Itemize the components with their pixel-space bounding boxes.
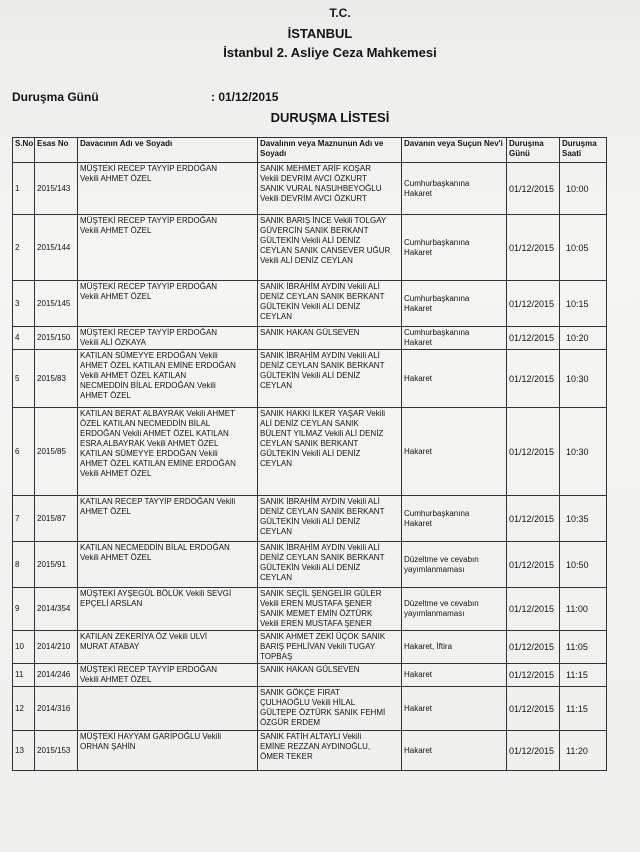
- offense-type-text: Cumhurbaşkanına Hakaret: [404, 178, 470, 198]
- column-header: Davalının veya Maznunun Adı ve Soyadı: [258, 138, 402, 163]
- hearing-day: [507, 496, 560, 542]
- defendant-text: SANIK FATİH ALTAYLI Vekili EMİNE REZZAN AYDINOĞLU, ÖMER TEKER: [260, 732, 371, 761]
- hearing-day: [507, 542, 560, 588]
- row-number-text: 1: [15, 183, 20, 193]
- offense-type-text: Düzeltme ve cevabın yayımlanmaması: [404, 554, 479, 574]
- defendant-text: SANIK SEÇİL ŞENGELİR GÜLER Vekili EREN MUSTAFA ŞENER SANIK MEMET EMİN ÖZTÜRK Vekili EREN MUSTAFA ŞENER: [260, 589, 382, 628]
- hearing-date-value: : 01/12/2015: [211, 90, 279, 104]
- defendant: [258, 350, 402, 408]
- plaintiff: [78, 350, 258, 408]
- plaintiff-text: MÜŞTEKİ RECEP TAYYİP ERDOĞAN Vekili AHMET ÖZEL: [80, 164, 218, 183]
- offense-type-text: Cumhurbaşkanına Hakaret: [404, 237, 470, 257]
- plaintiff: [78, 542, 258, 588]
- hearing-day: [507, 163, 560, 215]
- hearing-time-text: 10:30: [566, 446, 589, 457]
- hearing-day-text: 01/12/2015: [509, 670, 555, 680]
- row-number-text: 11: [15, 670, 24, 679]
- defendant-text: SANIK AHMET ZEKİ ÜÇOK SANIK BARIŞ PEHLİVAN Vekili TUGAY TOPBAŞ: [260, 632, 386, 661]
- case-number: [35, 631, 78, 664]
- offense-type-text: Hakaret, İftira: [404, 642, 453, 651]
- hearing-time-text: 10:30: [566, 373, 589, 384]
- case-number: [35, 327, 78, 350]
- row-number-text: 2: [15, 242, 20, 252]
- row-number: [13, 350, 35, 408]
- case-number: [35, 687, 78, 731]
- defendant-text: SANIK MEHMET ARİF KOŞAR Vekili DEVRİM AVCI ÖZKURT SANIK VURAL NASUHBEYOĞLU Vekili DEVRİM AVCI ÖZKURT: [260, 164, 382, 203]
- row-number: [13, 542, 35, 588]
- row-number-text: 8: [15, 559, 20, 569]
- hearing-day: [507, 327, 560, 350]
- case-number: [35, 350, 78, 408]
- plaintiff: [78, 281, 258, 327]
- row-number: [13, 664, 35, 687]
- hearing-day-text: 01/12/2015: [509, 703, 555, 714]
- row-number-text: 6: [15, 446, 20, 456]
- row-number-text: 7: [15, 513, 20, 523]
- offense-type-text: Hakaret: [404, 373, 433, 383]
- offense-type-text: Cumhurbaşkanına Hakaret: [404, 293, 470, 313]
- list-title: DURUŞMA LİSTESİ: [270, 110, 390, 125]
- hearing-time-text: 10:20: [566, 333, 589, 343]
- case-number-text: 2015/85: [37, 446, 66, 456]
- table-header-row: [13, 138, 607, 163]
- plaintiff: [78, 408, 258, 496]
- table-row: [13, 215, 607, 281]
- table-row: [13, 350, 607, 408]
- hearing-day-text: 01/12/2015: [509, 333, 555, 343]
- case-number-text: 2014/354: [37, 604, 71, 613]
- defendant: [258, 664, 402, 687]
- column-header: S.No: [13, 138, 35, 163]
- hearing-day-text: 01/12/2015: [509, 513, 555, 524]
- table-row: [13, 327, 607, 350]
- table-row: [13, 687, 607, 731]
- plaintiff-text: MÜŞTEKİ RECEP TAYYİP ERDOĞAN Vekili AHMET ÖZEL: [80, 216, 218, 235]
- column-header: Davanın veya Suçun Nev'i: [402, 138, 507, 163]
- offense-type: [402, 215, 507, 281]
- defendant-text: SANIK GÖKÇE FIRAT ÇULHAOĞLU Vekili HİLAL GÜLTEPE ÖZTÜRK SANIK FEHMİ ÖZGÜR ERDEM: [260, 688, 386, 727]
- plaintiff: [78, 588, 258, 631]
- table-row: [13, 281, 607, 327]
- offense-type: [402, 588, 507, 631]
- hearing-day: [507, 631, 560, 664]
- defendant-text: SANIK HAKAN GÜLSEVEN: [260, 665, 360, 674]
- row-number-text: 9: [15, 604, 20, 613]
- defendant: [258, 327, 402, 350]
- row-number: [13, 731, 35, 771]
- hearing-time-text: 10:15: [566, 298, 589, 309]
- hearing-day: [507, 687, 560, 731]
- plaintiff: [78, 687, 258, 731]
- table-row: [13, 731, 607, 771]
- row-number-text: 3: [15, 298, 20, 308]
- hearing-time-text: 10:00: [566, 183, 589, 194]
- plaintiff-text: KATILAN BERAT ALBAYRAK Vekili AHMET ÖZEL KATILAN NECMEDDİN BİLAL ERDOĞAN Vekili AHMET ÖZEL KATILAN ESRA ALBAYRAK Vekili AHMET ÖZEL KATILAN SÜMEYYE ERDOĞAN Vekili AHMET ÖZEL KATILAN EMİNE ERDOĞAN Vekili AHMET ÖZEL: [80, 409, 236, 478]
- hearing-day: [507, 281, 560, 327]
- defendant: [258, 163, 402, 215]
- case-number-text: 2015/145: [37, 298, 71, 308]
- hearing-day: [507, 215, 560, 281]
- offense-type-text: Hakaret: [404, 745, 433, 755]
- hearing-day: [507, 731, 560, 771]
- case-number: [35, 408, 78, 496]
- offense-type: [402, 542, 507, 588]
- table-row: [13, 588, 607, 631]
- row-number-text: 5: [15, 373, 20, 383]
- defendant-text: SANIK İBRAHİM AYDIN Vekili ALİ DENİZ CEYLAN SANIK BERKANT GÜLTEKİN Vekili ALİ DENİZ CEYLAN: [260, 497, 385, 536]
- hearing-day-text: 01/12/2015: [509, 604, 555, 614]
- case-number: [35, 731, 78, 771]
- case-number: [35, 163, 78, 215]
- case-number-text: 2015/83: [37, 373, 66, 383]
- offense-type-text: Hakaret: [404, 446, 433, 456]
- row-number: [13, 631, 35, 664]
- case-number: [35, 215, 78, 281]
- defendant: [258, 215, 402, 281]
- plaintiff-text: MÜŞTEKİ RECEP TAYYİP ERDOĞAN Vekili ALİ ÖZKAYA: [80, 328, 218, 347]
- defendant: [258, 542, 402, 588]
- plaintiff-text: MÜŞTEKİ AYŞEGÜL BÖLÜK Vekili SEVGİ EPÇELİ ARSLAN: [80, 589, 232, 608]
- defendant-text: SANIK BARIŞ İNCE Vekili TOLGAY GÜVERCİN SANIK BERKANT GÜLTEKİN Vekili ALİ DENİZ CEYLAN SANIK CANSEVER UĞUR Vekili ALİ DENİZ CEYLAN: [260, 216, 391, 265]
- hearing-day-text: 01/12/2015: [509, 642, 555, 652]
- offense-type: [402, 281, 507, 327]
- hearing-day-text: 01/12/2015: [509, 373, 555, 384]
- table-row: [13, 664, 607, 687]
- table-row: [13, 163, 607, 215]
- defendant: [258, 731, 402, 771]
- hearing-day-text: 01/12/2015: [509, 446, 555, 457]
- hearing-time-text: 11:15: [566, 703, 588, 714]
- offense-type-text: Hakaret: [404, 670, 433, 679]
- case-number-text: 2014/316: [37, 703, 71, 713]
- case-number-text: 2015/143: [37, 183, 71, 193]
- hearing-time-text: 11:20: [566, 745, 588, 756]
- offense-type: [402, 496, 507, 542]
- defendant: [258, 588, 402, 631]
- plaintiff: [78, 631, 258, 664]
- plaintiff-text: MÜŞTEKİ RECEP TAYYİP ERDOĞAN Vekili AHMET ÖZEL: [80, 665, 218, 684]
- hearing-time-text: 11:05: [566, 642, 588, 652]
- case-number-text: 2015/144: [37, 242, 71, 252]
- case-number: [35, 281, 78, 327]
- plaintiff: [78, 731, 258, 771]
- hearing-time-text: 10:50: [566, 559, 589, 570]
- defendant-text: SANIK İBRAHİM AYDIN Vekili ALİ DENİZ CEYLAN SANIK BERKANT GÜLTEKİN Vekili ALİ DENİZ CEYLAN: [260, 282, 385, 321]
- hearing-day: [507, 408, 560, 496]
- row-number: [13, 327, 35, 350]
- defendant: [258, 631, 402, 664]
- plaintiff: [78, 327, 258, 350]
- column-header: Esas No: [35, 138, 78, 163]
- hearing-date-label: Duruşma Günü: [12, 90, 99, 104]
- hearing-day-text: 01/12/2015: [509, 559, 555, 570]
- case-number-text: 2015/153: [37, 745, 71, 755]
- defendant: [258, 281, 402, 327]
- hearing-time-text: 11:00: [566, 604, 588, 614]
- plaintiff: [78, 215, 258, 281]
- offense-type-text: Cumhurbaşkanına Hakaret: [404, 508, 470, 528]
- offense-type: [402, 163, 507, 215]
- defendant-text: SANIK İBRAHİM AYDIN Vekili ALİ DENİZ CEYLAN SANIK BERKANT GÜLTEKİN Vekili ALİ DENİZ CEYLAN: [260, 543, 385, 582]
- row-number: [13, 215, 35, 281]
- hearing-time: [560, 664, 607, 687]
- offense-type: [402, 350, 507, 408]
- case-number-text: 2014/210: [37, 642, 71, 651]
- hearing-time: [560, 542, 607, 588]
- hearing-day: [507, 350, 560, 408]
- table-row: [13, 631, 607, 664]
- row-number: [13, 588, 35, 631]
- offense-type: [402, 631, 507, 664]
- hearing-time: [560, 631, 607, 664]
- hearing-time: [560, 408, 607, 496]
- plaintiff-text: MÜŞTEKİ HAYYAM GARİPOĞLU Vekili ORHAN ŞAHİN: [80, 732, 222, 751]
- hearing-day: [507, 664, 560, 687]
- offense-type: [402, 731, 507, 771]
- table-row: [13, 496, 607, 542]
- defendant-text: SANIK HAKKI İLKER YAŞAR Vekili ALİ DENİZ CEYLAN SANIK BÜLENT YILMAZ Vekili ALİ DENİZ CEYLAN SANIK BERKANT GÜLTEKİN Vekili ALİ DENİZ CEYLAN: [260, 409, 386, 468]
- table-row: [13, 542, 607, 588]
- defendant: [258, 687, 402, 731]
- hearing-time: [560, 327, 607, 350]
- row-number: [13, 408, 35, 496]
- hearing-day-text: 01/12/2015: [509, 745, 555, 756]
- row-number: [13, 496, 35, 542]
- case-number-text: 2015/150: [37, 333, 71, 342]
- plaintiff-text: KATILAN RECEP TAYYİP ERDOĞAN Vekili AHMET ÖZEL: [80, 497, 236, 516]
- plaintiff-text: KATILAN NECMEDDİN BİLAL ERDOĞAN Vekili AHMET ÖZEL: [80, 543, 230, 562]
- header-city: İSTANBUL: [287, 26, 353, 41]
- column-header: Davacının Adı ve Soyadı: [78, 138, 258, 163]
- row-number: [13, 163, 35, 215]
- court-name: İstanbul 2. Asliye Ceza Mahkemesi: [223, 45, 437, 60]
- case-number-text: 2015/91: [37, 559, 66, 569]
- column-header: Duruşma Günü: [507, 138, 560, 163]
- hearing-day-text: 01/12/2015: [509, 298, 555, 309]
- header-tc: T.C.: [329, 6, 351, 20]
- row-number-text: 4: [15, 333, 20, 342]
- row-number: [13, 687, 35, 731]
- defendant-text: SANIK İBRAHİM AYDIN Vekili ALİ DENİZ CEYLAN SANIK BERKANT GÜLTEKİN Vekili ALİ DENİZ CEYLAN: [260, 351, 385, 390]
- plaintiff: [78, 163, 258, 215]
- row-number: [13, 281, 35, 327]
- hearing-time-text: 11:15: [566, 670, 588, 680]
- hearing-time: [560, 588, 607, 631]
- offense-type: [402, 327, 507, 350]
- defendant: [258, 496, 402, 542]
- hearing-time: [560, 163, 607, 215]
- hearing-time: [560, 496, 607, 542]
- plaintiff: [78, 664, 258, 687]
- plaintiff-text: KATILAN ZEKERİYA ÖZ Vekili ULVİ MURAT ATABAY: [80, 632, 208, 651]
- case-number: [35, 496, 78, 542]
- hearing-time-text: 10:35: [566, 513, 589, 524]
- hearing-day-text: 01/12/2015: [509, 183, 555, 194]
- offense-type: [402, 687, 507, 731]
- offense-type-text: Cumhurbaşkanına Hakaret: [404, 328, 470, 347]
- case-number-text: 2014/246: [37, 670, 71, 679]
- case-number: [35, 588, 78, 631]
- column-header: Duruşma Saati: [560, 138, 607, 163]
- hearing-time: [560, 350, 607, 408]
- row-number-text: 13: [15, 745, 24, 755]
- table-row: [13, 408, 607, 496]
- offense-type-text: Düzeltme ve cevabın yayımlanmaması: [404, 599, 479, 618]
- case-number: [35, 542, 78, 588]
- offense-type: [402, 664, 507, 687]
- case-number-text: 2015/87: [37, 513, 66, 523]
- defendant-text: SANIK HAKAN GÜLSEVEN: [260, 328, 360, 337]
- plaintiff: [78, 496, 258, 542]
- plaintiff-text: KATILAN SÜMEYYE ERDOĞAN Vekili AHMET ÖZEL KATILAN EMİNE ERDOĞAN Vekili AHMET ÖZEL KATILAN NECMEDDİN BİLAL ERDOĞAN Vekili AHMET ÖZEL: [80, 351, 236, 400]
- hearing-time-text: 10:05: [566, 242, 589, 253]
- row-number-text: 12: [15, 703, 24, 713]
- hearing-day: [507, 588, 560, 631]
- hearing-table: [12, 137, 607, 771]
- case-number: [35, 664, 78, 687]
- hearing-day-text: 01/12/2015: [509, 242, 555, 253]
- offense-type: [402, 408, 507, 496]
- hearing-time: [560, 281, 607, 327]
- offense-type-text: Hakaret: [404, 703, 433, 713]
- hearing-time: [560, 215, 607, 281]
- hearing-time: [560, 687, 607, 731]
- defendant: [258, 408, 402, 496]
- hearing-time: [560, 731, 607, 771]
- row-number-text: 10: [15, 642, 24, 651]
- plaintiff-text: MÜŞTEKİ RECEP TAYYİP ERDOĞAN Vekili AHMET ÖZEL: [80, 282, 218, 301]
